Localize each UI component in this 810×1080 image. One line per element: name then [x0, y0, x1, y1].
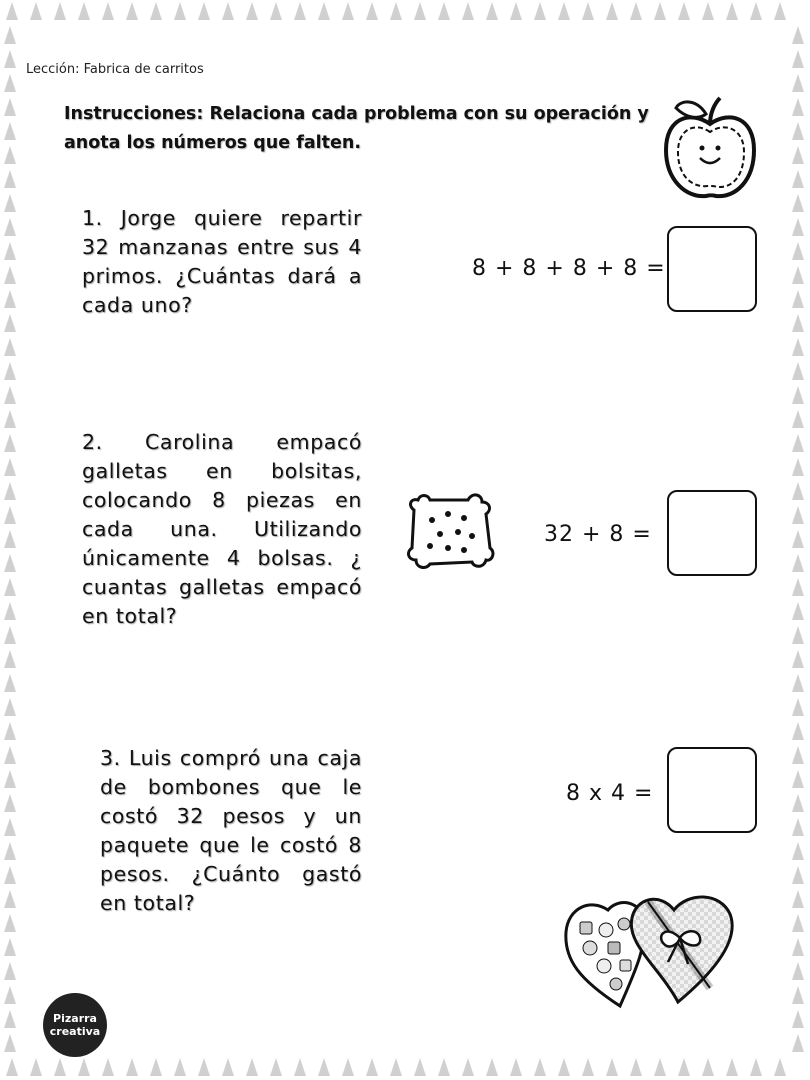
- border-triangle: [774, 2, 786, 20]
- border-triangle: [792, 434, 804, 452]
- border-triangle: [342, 1058, 354, 1076]
- border-triangle: [4, 362, 16, 380]
- border-triangle: [486, 1058, 498, 1076]
- border-triangle: [4, 578, 16, 596]
- border-triangle: [792, 482, 804, 500]
- border-triangle: [462, 2, 474, 20]
- border-triangle: [750, 1058, 762, 1076]
- border-triangle: [4, 386, 16, 404]
- border-triangle: [792, 698, 804, 716]
- border-triangle: [792, 266, 804, 284]
- border-triangle: [4, 866, 16, 884]
- answer-box-1[interactable]: [667, 226, 757, 312]
- border-triangle: [582, 1058, 594, 1076]
- border-triangle: [792, 170, 804, 188]
- border-triangle: [702, 1058, 714, 1076]
- logo-line-2: creativa: [49, 1025, 101, 1038]
- border-triangle: [792, 362, 804, 380]
- border-triangle: [654, 2, 666, 20]
- border-triangle: [774, 1058, 786, 1076]
- border-triangle: [4, 266, 16, 284]
- border-triangle: [486, 2, 498, 20]
- border-triangle: [4, 986, 16, 1004]
- border-triangle: [678, 2, 690, 20]
- border-triangle: [102, 2, 114, 20]
- border-triangle: [792, 74, 804, 92]
- border-triangle: [30, 1058, 42, 1076]
- border-triangle: [792, 530, 804, 548]
- border-triangle: [126, 1058, 138, 1076]
- border-triangle: [792, 602, 804, 620]
- border-triangle: [246, 2, 258, 20]
- border-triangle: [510, 1058, 522, 1076]
- border-triangle: [4, 722, 16, 740]
- border-triangle: [4, 962, 16, 980]
- border-triangle: [792, 194, 804, 212]
- border-triangle: [198, 1058, 210, 1076]
- border-triangle: [702, 2, 714, 20]
- answer-box-2[interactable]: [667, 490, 757, 576]
- border-triangle: [4, 458, 16, 476]
- border-triangle: [4, 218, 16, 236]
- border-triangle: [4, 818, 16, 836]
- operation-1: 8 + 8 + 8 + 8 =: [472, 256, 666, 281]
- lesson-title: Lección: Fabrica de carritos: [26, 62, 204, 77]
- border-triangle: [78, 1058, 90, 1076]
- border-triangle: [792, 554, 804, 572]
- border-triangle: [792, 242, 804, 260]
- border-triangle: [4, 170, 16, 188]
- border-triangle: [792, 506, 804, 524]
- border-triangle: [792, 26, 804, 44]
- border-triangle: [534, 2, 546, 20]
- border-triangle: [558, 2, 570, 20]
- border-triangle: [4, 506, 16, 524]
- border-triangle: [792, 818, 804, 836]
- border-triangle: [414, 1058, 426, 1076]
- border-triangle: [4, 1010, 16, 1028]
- border-triangle: [792, 458, 804, 476]
- border-triangle: [438, 2, 450, 20]
- border-triangle: [318, 1058, 330, 1076]
- border-triangle: [54, 2, 66, 20]
- border-triangle: [390, 2, 402, 20]
- border-triangle: [198, 2, 210, 20]
- border-triangle: [4, 50, 16, 68]
- border-triangle: [792, 770, 804, 788]
- border-triangle: [606, 2, 618, 20]
- border-triangle: [462, 1058, 474, 1076]
- border-triangle: [792, 146, 804, 164]
- border-triangle: [150, 2, 162, 20]
- border-triangle: [792, 650, 804, 668]
- logo-line-1: Pizarra: [53, 1012, 97, 1025]
- border-triangle: [792, 1010, 804, 1028]
- border-triangle: [30, 2, 42, 20]
- border-triangle: [4, 890, 16, 908]
- cookie-icon: [400, 490, 500, 574]
- border-triangle: [606, 1058, 618, 1076]
- border-triangle: [4, 530, 16, 548]
- border-triangle: [792, 218, 804, 236]
- border-triangle: [4, 290, 16, 308]
- border-triangle: [750, 2, 762, 20]
- operation-2: 32 + 8 =: [544, 522, 652, 547]
- border-triangle: [4, 194, 16, 212]
- border-triangle: [4, 554, 16, 572]
- border-triangle: [4, 122, 16, 140]
- border-triangle: [4, 626, 16, 644]
- apple-icon: [660, 92, 760, 204]
- border-triangle: [414, 2, 426, 20]
- border-triangle: [678, 1058, 690, 1076]
- border-triangle: [792, 98, 804, 116]
- border-triangle: [792, 386, 804, 404]
- border-triangle: [4, 746, 16, 764]
- border-triangle: [4, 434, 16, 452]
- border-triangle: [792, 626, 804, 644]
- border-triangle: [4, 98, 16, 116]
- border-triangle: [630, 1058, 642, 1076]
- border-triangle: [792, 962, 804, 980]
- border-triangle: [6, 2, 18, 20]
- border-triangle: [534, 1058, 546, 1076]
- border-triangle: [126, 2, 138, 20]
- border-triangle: [792, 914, 804, 932]
- border-triangle: [4, 914, 16, 932]
- border-triangle: [792, 122, 804, 140]
- problem-2: 2. Carolina empacó galletas en bolsitas, colocando 8 piezas en cada una. Utilizando únicamente 4 bolsas. ¿ cuantas galletas empacó en total?: [82, 430, 362, 628]
- border-triangle: [726, 2, 738, 20]
- border-triangle: [792, 794, 804, 812]
- border-triangle: [792, 722, 804, 740]
- border-triangle: [792, 746, 804, 764]
- border-triangle: [438, 1058, 450, 1076]
- border-triangle: [78, 2, 90, 20]
- border-triangle: [4, 938, 16, 956]
- heart-chocolate-box-icon: [560, 888, 742, 1012]
- border-triangle: [792, 338, 804, 356]
- border-triangle: [4, 698, 16, 716]
- problem-1: 1. Jorge quiere repartir 32 manzanas entre sus 4 primos. ¿Cuántas dará a cada uno?: [82, 206, 362, 317]
- border-triangle: [4, 674, 16, 692]
- border-triangle: [4, 338, 16, 356]
- border-triangle: [342, 2, 354, 20]
- border-triangle: [792, 410, 804, 428]
- border-triangle: [792, 890, 804, 908]
- border-triangle: [792, 314, 804, 332]
- border-triangle: [4, 410, 16, 428]
- instructions: Instrucciones: Relaciona cada problema con su operación y anota los números que falten.: [64, 104, 649, 153]
- border-triangle: [318, 2, 330, 20]
- border-triangle: [726, 1058, 738, 1076]
- border-triangle: [4, 242, 16, 260]
- border-triangle: [4, 770, 16, 788]
- border-triangle: [4, 482, 16, 500]
- border-triangle: [792, 578, 804, 596]
- border-triangle: [294, 1058, 306, 1076]
- border-triangle: [510, 2, 522, 20]
- border-triangle: [6, 1058, 18, 1076]
- border-triangle: [222, 2, 234, 20]
- border-triangle: [654, 1058, 666, 1076]
- border-triangle: [174, 2, 186, 20]
- border-triangle: [4, 26, 16, 44]
- border-triangle: [366, 1058, 378, 1076]
- border-triangle: [174, 1058, 186, 1076]
- border-triangle: [54, 1058, 66, 1076]
- pizarra-creativa-logo: [43, 993, 107, 1057]
- border-triangle: [4, 146, 16, 164]
- border-triangle: [270, 2, 282, 20]
- border-triangle: [630, 2, 642, 20]
- problem-3: 3. Luis compró una caja de bombones que le costó 32 pesos y un paquete que le costó 8 pesos. ¿Cuánto gastó en total?: [100, 746, 362, 915]
- border-triangle: [222, 1058, 234, 1076]
- border-triangle: [558, 1058, 570, 1076]
- border-triangle: [4, 842, 16, 860]
- border-triangle: [4, 1034, 16, 1052]
- border-triangle: [4, 794, 16, 812]
- border-triangle: [294, 2, 306, 20]
- border-triangle: [582, 2, 594, 20]
- border-triangle: [102, 1058, 114, 1076]
- operation-3: 8 x 4 =: [566, 781, 654, 806]
- answer-box-3[interactable]: [667, 747, 757, 833]
- border-triangle: [792, 290, 804, 308]
- border-triangle: [4, 314, 16, 332]
- border-triangle: [792, 674, 804, 692]
- border-triangle: [792, 938, 804, 956]
- border-triangle: [792, 1034, 804, 1052]
- border-triangle: [366, 2, 378, 20]
- border-triangle: [792, 50, 804, 68]
- border-triangle: [792, 986, 804, 1004]
- border-triangle: [792, 842, 804, 860]
- border-triangle: [792, 866, 804, 884]
- border-triangle: [150, 1058, 162, 1076]
- border-triangle: [246, 1058, 258, 1076]
- border-triangle: [4, 74, 16, 92]
- border-triangle: [4, 650, 16, 668]
- border-triangle: [390, 1058, 402, 1076]
- border-triangle: [270, 1058, 282, 1076]
- border-triangle: [4, 602, 16, 620]
